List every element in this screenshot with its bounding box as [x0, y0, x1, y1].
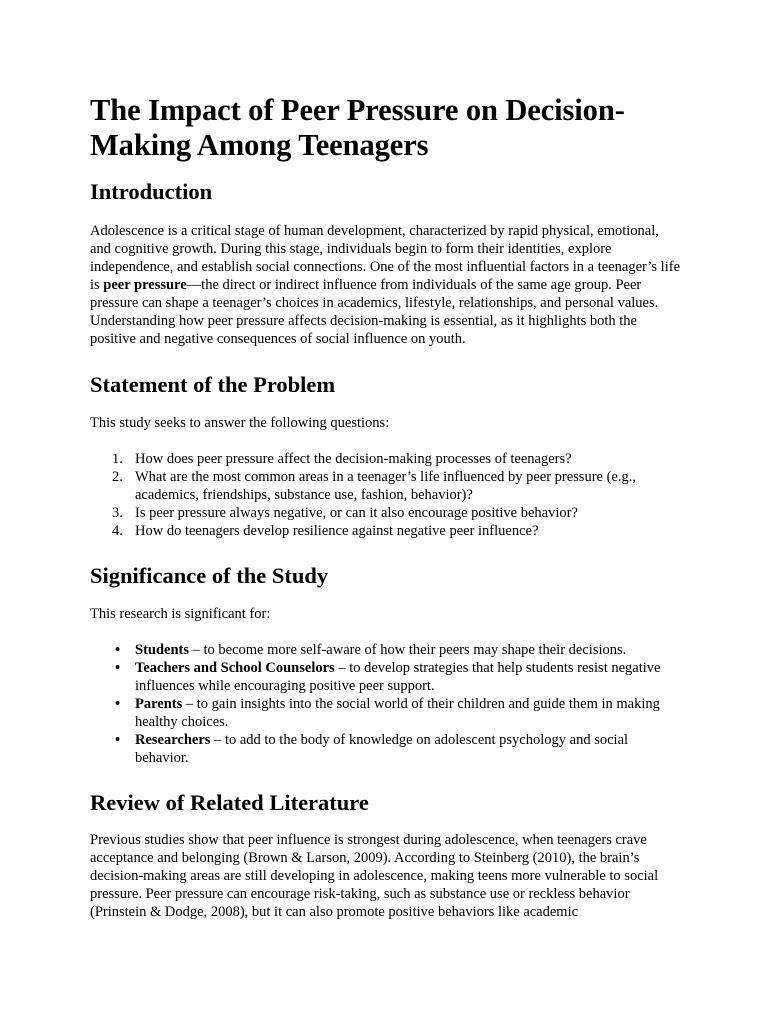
question-text: What are the most common areas in a teenager’s life influenced by peer pressure (e.g., academics, friendships, substance use, fashion, behavior)? [135, 469, 636, 503]
literature-heading: Review of Related Literature [90, 790, 369, 815]
beneficiary-text: – to add to the body of knowledge on adolescent psychology and social behavior. [135, 732, 629, 766]
introduction-paragraph [90, 222, 680, 348]
list-item [90, 641, 680, 659]
beneficiary-text: – to develop strategies that help students resist negative influences while encouraging positive peer support. [135, 660, 661, 694]
problem-intro: This study seeks to answer the following questions: [90, 415, 390, 431]
introduction-text-end: —the direct or indirect influence from individuals of the same age group. Peer pressure can shape a teenager’s choices in academics, lifestyle, relationships, and personal values. Understanding how peer pressure affects decision-making is essential, as it highlights both the positive and negative consequences of social influence on youth. [90, 277, 659, 347]
beneficiary-term: Parents [135, 696, 183, 712]
list-item [90, 659, 680, 695]
beneficiary-text: – to gain insights into the social world of their children and guide them in making healthy choices. [135, 696, 660, 730]
bullet-icon: • [115, 696, 121, 712]
question-text: How does peer pressure affect the decision-making processes of teenagers? [135, 451, 572, 467]
bullet-icon: • [115, 642, 121, 658]
list-item [90, 731, 680, 767]
list-number: 1. [112, 451, 123, 467]
list-item [90, 468, 680, 504]
research-questions-list [90, 450, 680, 540]
bullet-icon: • [115, 660, 121, 676]
list-item [90, 450, 680, 468]
question-text: How do teenagers develop resilience against negative peer influence? [135, 523, 539, 539]
question-text: Is peer pressure always negative, or can it also encourage positive behavior? [135, 505, 578, 521]
bullet-icon: • [115, 732, 121, 748]
beneficiary-term: Teachers and School Counselors [135, 660, 335, 676]
document-page [90, 93, 680, 921]
introduction-text-start: Adolescence is a critical stage of human development, characterized by rapid physical, emotional, and cognitive growth. During this stage, individuals begin to form their identities, explore independence, and establish social connections. One of the most influential factors in a teenager’s life is [90, 223, 681, 293]
significance-intro: This research is significant for: [90, 606, 271, 622]
significance-heading: Significance of the Study [90, 563, 329, 588]
list-number: 3. [112, 505, 123, 521]
list-number: 4. [112, 523, 123, 539]
beneficiary-term: Students [135, 642, 189, 658]
beneficiary-term: Researchers [135, 732, 211, 748]
list-item [90, 695, 680, 731]
literature-paragraph: Previous studies show that peer influence is strongest during adolescence, when teenagers crave acceptance and belonging (Brown & Larson, 2009). According to Steinberg (2010), the brain’s decision-making areas are still developing in adolescence, making teens more vulnerable to social pressure. Peer pressure can encourage risk-taking, such as substance use or reckless behavior (Prinstein & Dodge, 2008), but it can also promote positive behaviors like academic [90, 832, 659, 920]
problem-heading: Statement of the Problem [90, 372, 336, 397]
peer-pressure-term: peer pressure [103, 277, 187, 293]
introduction-heading: Introduction [90, 179, 213, 204]
list-number: 2. [112, 469, 123, 485]
beneficiary-text: – to become more self-aware of how their peers may shape their decisions. [189, 642, 627, 658]
list-item [90, 522, 680, 540]
list-item [90, 504, 680, 522]
significance-list [90, 641, 680, 767]
document-title: The Impact of Peer Pressure on Decision-Making Among Teenagers [90, 93, 625, 162]
